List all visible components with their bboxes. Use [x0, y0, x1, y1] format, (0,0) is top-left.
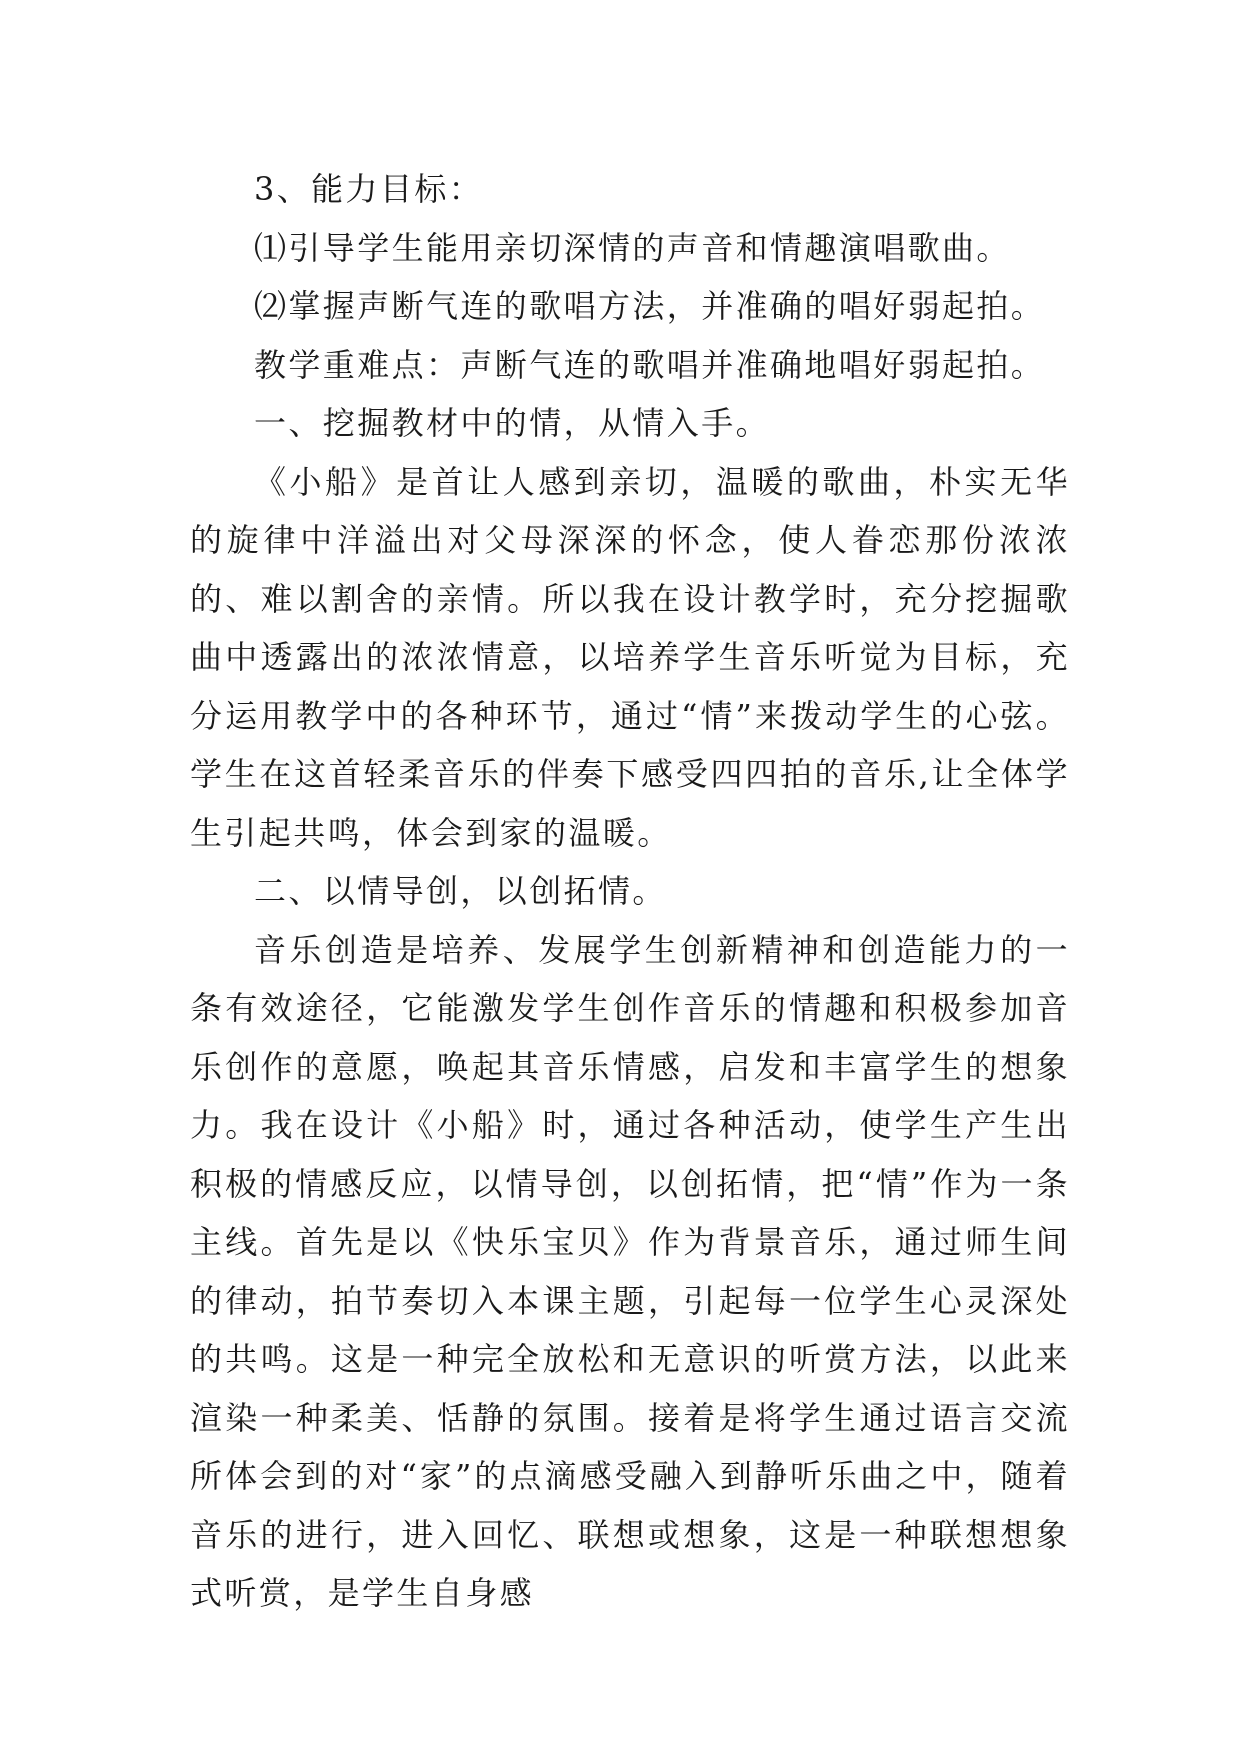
- paragraph-section-1-body: 《小船》是首让人感到亲切，温暖的歌曲，朴实无华的旋律中洋溢出对父母深深的怀念，使人眷恋那份浓浓的、难以割舍的亲情。所以我在设计教学时，充分挖掘歌曲中透露出的浓浓情意，以培养学生音乐听觉为目标，充分运用教学中的各种环节，通过“情”来拨动学生的心弦。学生在这首轻柔音乐的伴奏下感受四四拍的音乐,让全体学生引起共鸣，体会到家的温暖。: [190, 462, 1070, 852]
- paragraph-ability-goal-heading: 3、能力目标：: [254, 170, 484, 208]
- paragraph-goal-item-2: ⑵掌握声断气连的歌唱方法，并准确的唱好弱起拍。: [254, 287, 1046, 325]
- section-heading-1: 一、挖掘教材中的情，从情入手。: [254, 404, 771, 442]
- paragraph-key-difficulty: 教学重难点：声断气连的歌唱并准确地唱好弱起拍。: [254, 345, 1046, 384]
- paragraph-section-2-body: 音乐创造是培养、发展学生创新精神和创造能力的一条有效途径，它能激发学生创作音乐的情趣和积极参加音乐创作的意愿，唤起其音乐情感，启发和丰富学生的想象力。我在设计《小船》时，通过各种活动，使学生产生出积极的情感反应，以情导创，以创拓情，把“情”作为一条主线。首先是以《快乐宝贝》作为背景音乐，通过师生间的律动，拍节奏切入本课主题，引起每一位学生心灵深处的共鸣。这是一种完全放松和无意识的听赏方法，以此来渲染一种柔美、恬静的氛围。接着是将学生通过语言交流所体会到的对“家”的点滴感受融入到静听乐曲之中，随着音乐的进行，进入回忆、联想或想象，这是一种联想想象式听赏，是学生自身感: [190, 930, 1070, 1612]
- paragraph-goal-item-1: ⑴引导学生能用亲切深情的声音和情趣演唱歌曲。: [254, 228, 1011, 267]
- document-body: [190, 160, 1070, 1623]
- section-heading-2: 二、以情导创，以创拓情。: [254, 872, 667, 910]
